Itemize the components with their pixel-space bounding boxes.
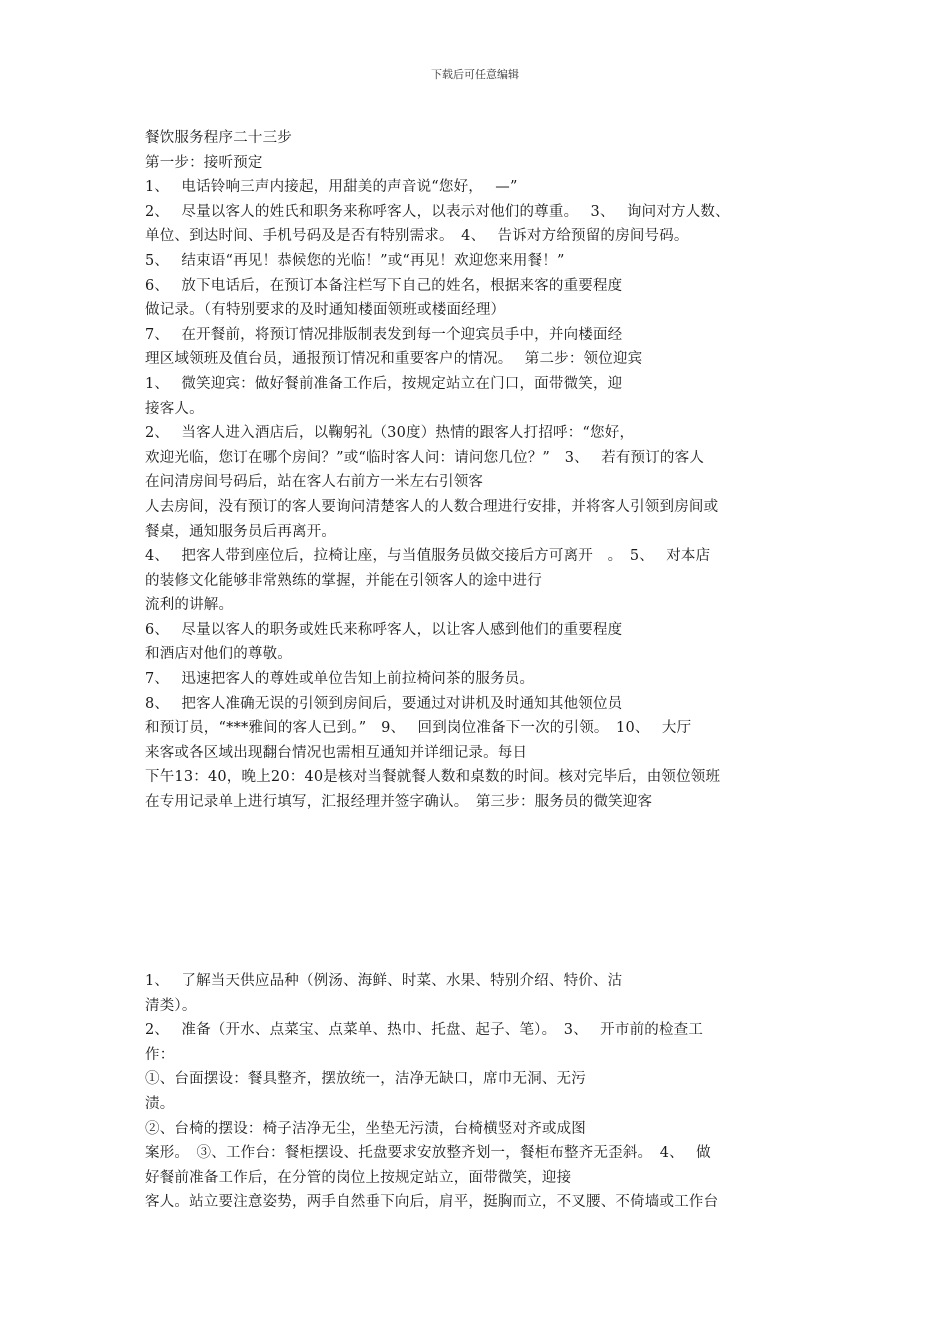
- text-line: 8、 把客人准确无误的引领到房间后，要通过对讲机及时通知其他领位员: [145, 695, 623, 712]
- text-line: 2、 当客人进入酒店后，以鞠躬礼（30度）热情的跟客人打招呼：“您好，: [145, 425, 635, 442]
- page-header-note: 下载后可任意编辑: [431, 68, 519, 81]
- text-line: 1、 微笑迎宾：做好餐前准备工作后，按规定站立在门口，面带微笑，迎: [145, 375, 623, 392]
- text-line: 作：: [145, 1046, 175, 1063]
- text-line: 接客人。: [145, 400, 204, 417]
- text-line: 做记录。（有特别要求的及时通知楼面领班或楼面经理）: [145, 302, 506, 319]
- text-line: 渍。: [145, 1095, 175, 1112]
- section-waiter-steps: [145, 969, 825, 1215]
- step-1-heading: 第一步：接听预定: [145, 154, 263, 171]
- section-dining-steps: [145, 126, 825, 815]
- text-line: 6、 尽量以客人的职务或姓氏来称呼客人，以让客人感到他们的重要程度: [145, 621, 623, 638]
- text-line: 5、 结束语“再见！恭候您的光临！”或“再见！欢迎您来用餐！”: [145, 252, 565, 269]
- text-line: 的装修文化能够非常熟练的掌握，并能在引领客人的途中进行: [145, 572, 542, 589]
- text-line: 餐桌，通知服务员后再离开。: [145, 523, 337, 540]
- document-title: 餐饮服务程序二十三步: [145, 130, 292, 146]
- text-line: 7、 迅速把客人的尊姓或单位告知上前拉椅问茶的服务员。: [145, 671, 535, 688]
- text-line: 6、 放下电话后，在预订本备注栏写下自己的姓名，根据来客的重要程度: [145, 277, 623, 294]
- text-line: 好餐前准备工作后，在分管的岗位上按规定站立，面带微笑，迎接: [145, 1169, 572, 1186]
- text-line: 1、 电话铃响三声内接起，用甜美的声音说“您好， —”: [145, 179, 518, 196]
- text-line: ①、台面摆设：餐具整齐，摆放统一，洁净无缺口，席巾无洞、无污: [145, 1071, 586, 1088]
- text-line: 来客或各区域出现翻台情况也需相互通知并详细记录。每日: [145, 744, 528, 761]
- text-line: 和酒店对他们的尊敬。: [145, 646, 292, 663]
- text-line: 在问清房间号码后，站在客人右前方一米左右引领客: [145, 474, 484, 491]
- text-line: 2、 尽量以客人的姓氏和职务来称呼客人，以表示对他们的尊重。 3、 询问对方人数、: [145, 203, 730, 220]
- text-line: 2、 准备（开水、点菜宝、点菜单、热巾、托盘、起子、笔）。 3、 开市前的检查工: [145, 1022, 704, 1039]
- text-line: 单位、到达时间、手机号码及是否有特别需求。 4、 告诉对方给预留的房间号码。: [145, 228, 689, 245]
- text-line: 欢迎光临，您订在哪个房间？”或“临时客人问：请问您几位？” 3、 若有预订的客人: [145, 449, 705, 466]
- text-line: 理区域领班及值台员，通报预订情况和重要客户的情况。 第二步：领位迎宾: [145, 351, 643, 368]
- text-line: 人去房间，没有预订的客人要询问清楚客人的人数合理进行安排，并将客人引领到房间或: [145, 498, 719, 515]
- text-line: 1、 了解当天供应品种（例汤、海鲜、时菜、水果、特别介绍、特价、沽: [145, 973, 623, 989]
- text-line: 4、 把客人带到座位后，拉椅让座，与当值服务员做交接后方可离开 。 5、 对本店: [145, 548, 711, 565]
- text-line: 流利的讲解。: [145, 597, 234, 614]
- text-line: 和预订员，“***雅间的客人已到。” 9、 回到岗位准备下一次的引领。 10、 大厅: [145, 720, 692, 737]
- text-line: 7、 在开餐前，将预订情况排版制表发到每一个迎宾员手中，并向楼面经: [145, 326, 623, 343]
- text-line: 下午13：40，晚上20：40是核对当餐就餐人数和桌数的时间。核对完毕后，由领位领班: [145, 769, 721, 786]
- text-line: 案形。 ③、工作台：餐柜摆设、托盘要求安放整齐划一，餐柜布整齐无歪斜。 4、 做: [145, 1145, 711, 1162]
- text-line: 在专用记录单上进行填写，汇报经理并签字确认。 第三步：服务员的微笑迎客: [145, 794, 653, 811]
- text-line: ②、台椅的摆设：椅子洁净无尘，坐垫无污渍，台椅横竖对齐或成图: [145, 1120, 586, 1137]
- text-line: 客人。站立要注意姿势，两手自然垂下向后，肩平，挺胸而立，不叉腰、不倚墙或工作台: [145, 1194, 719, 1211]
- text-line: 清类）。: [145, 997, 197, 1014]
